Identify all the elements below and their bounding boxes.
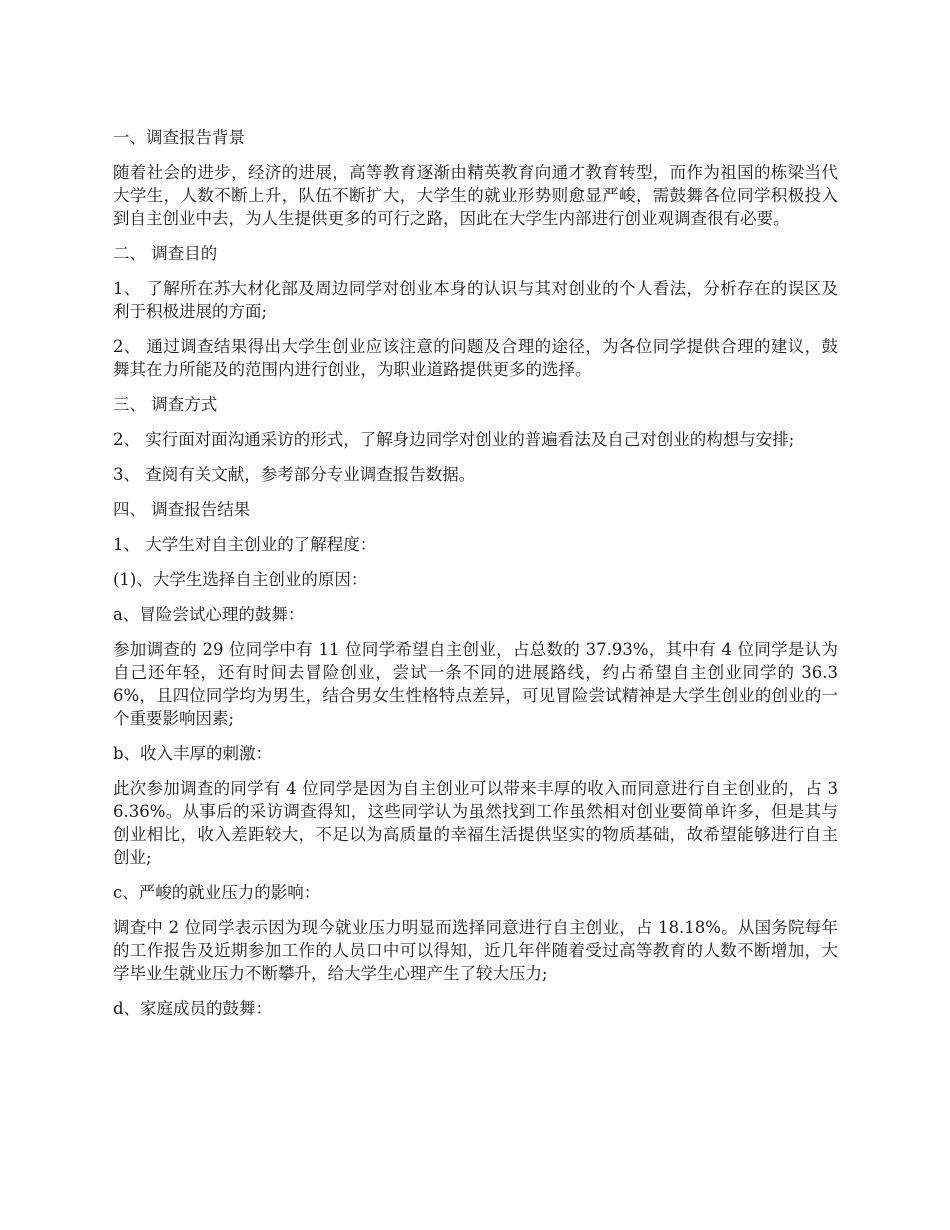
- paragraph-reason-b: 此次参加调查的同学有 4 位同学是因为自主创业可以带来丰厚的收入而同意进行自主创业的，占 36.36%。从事后的采访调查得知，这些同学认为虽然找到工作虽然相对创业要简单许多，但是其与创业相比，收入差距较大，不足以为高质量的幸福生活提供坚实的物质基础，故希望能够进行自主创业;: [113, 779, 838, 867]
- document-page: [113, 126, 838, 1032]
- subheading-reason-a: a、冒险尝试心理的鼓舞：: [113, 605, 305, 624]
- subheading-understanding: 1、 大学生对自主创业的了解程度：: [113, 535, 377, 554]
- section-heading-method: 三、 调查方式: [113, 395, 218, 414]
- paragraph-purpose-2: 2、 通过调查结果得出大学生创业应该注意的问题及合理的途径，为各位同学提供合理的建议，鼓舞其在力所能及的范围内进行创业，为职业道路提供更多的选择。: [113, 337, 838, 379]
- paragraph-method-2: 2、 实行面对面沟通采访的形式，了解身边同学对创业的普遍看法及自己对创业的构想与安排;: [113, 430, 795, 449]
- paragraph-background: 随着社会的进步，经济的进展，高等教育逐渐由精英教育向通才教育转型，而作为祖国的栋梁当代大学生，人数不断上升，队伍不断扩大，大学生的就业形势则愈显严峻，需鼓舞各位同学积极投入到自主创业中去，为人生提供更多的可行之路，因此在大学生内部进行创业观调查很有必要。: [113, 163, 838, 228]
- subheading-reasons: (1)、大学生选择自主创业的原因：: [113, 570, 368, 589]
- paragraph-method-3: 3、 查阅有关文献，参考部分专业调查报告数据。: [113, 465, 476, 484]
- subheading-reason-c: c、严峻的就业压力的影响：: [113, 883, 321, 902]
- paragraph-reason-a: 参加调查的 29 位同学中有 11 位同学希望自主创业，占总数的 37.93%，其中有 4 位同学是认为自己还年轻，还有时间去冒险创业，尝试一条不同的进展路线，约占希望自主创业同学的 36.36%，且四位同学均为男生，结合男女生性格特点差异，可见冒险尝试精神是大学生创业的创业的一个重要影响因素;: [113, 640, 838, 728]
- subheading-reason-d: d、家庭成员的鼓舞：: [113, 999, 273, 1018]
- subheading-reason-b: b、收入丰厚的刺激：: [113, 744, 273, 763]
- paragraph-purpose-1: 1、 了解所在苏大材化部及周边同学对创业本身的认识与其对创业的个人看法，分析存在的误区及利于积极进展的方面;: [113, 279, 838, 321]
- section-heading-background: 一、调查报告背景: [113, 128, 245, 147]
- paragraph-reason-c: 调查中 2 位同学表示因为现今就业压力明显而选择同意进行自主创业，占 18.18%。从国务院每年的工作报告及近期参加工作的人员口中可以得知，近几年伴随着受过高等教育的人数不断增加，大学毕业生就业压力不断攀升，给大学生心理产生了较大压力;: [113, 918, 838, 983]
- section-heading-purpose: 二、 调查目的: [113, 244, 218, 263]
- section-heading-results: 四、 调查报告结果: [113, 500, 251, 519]
